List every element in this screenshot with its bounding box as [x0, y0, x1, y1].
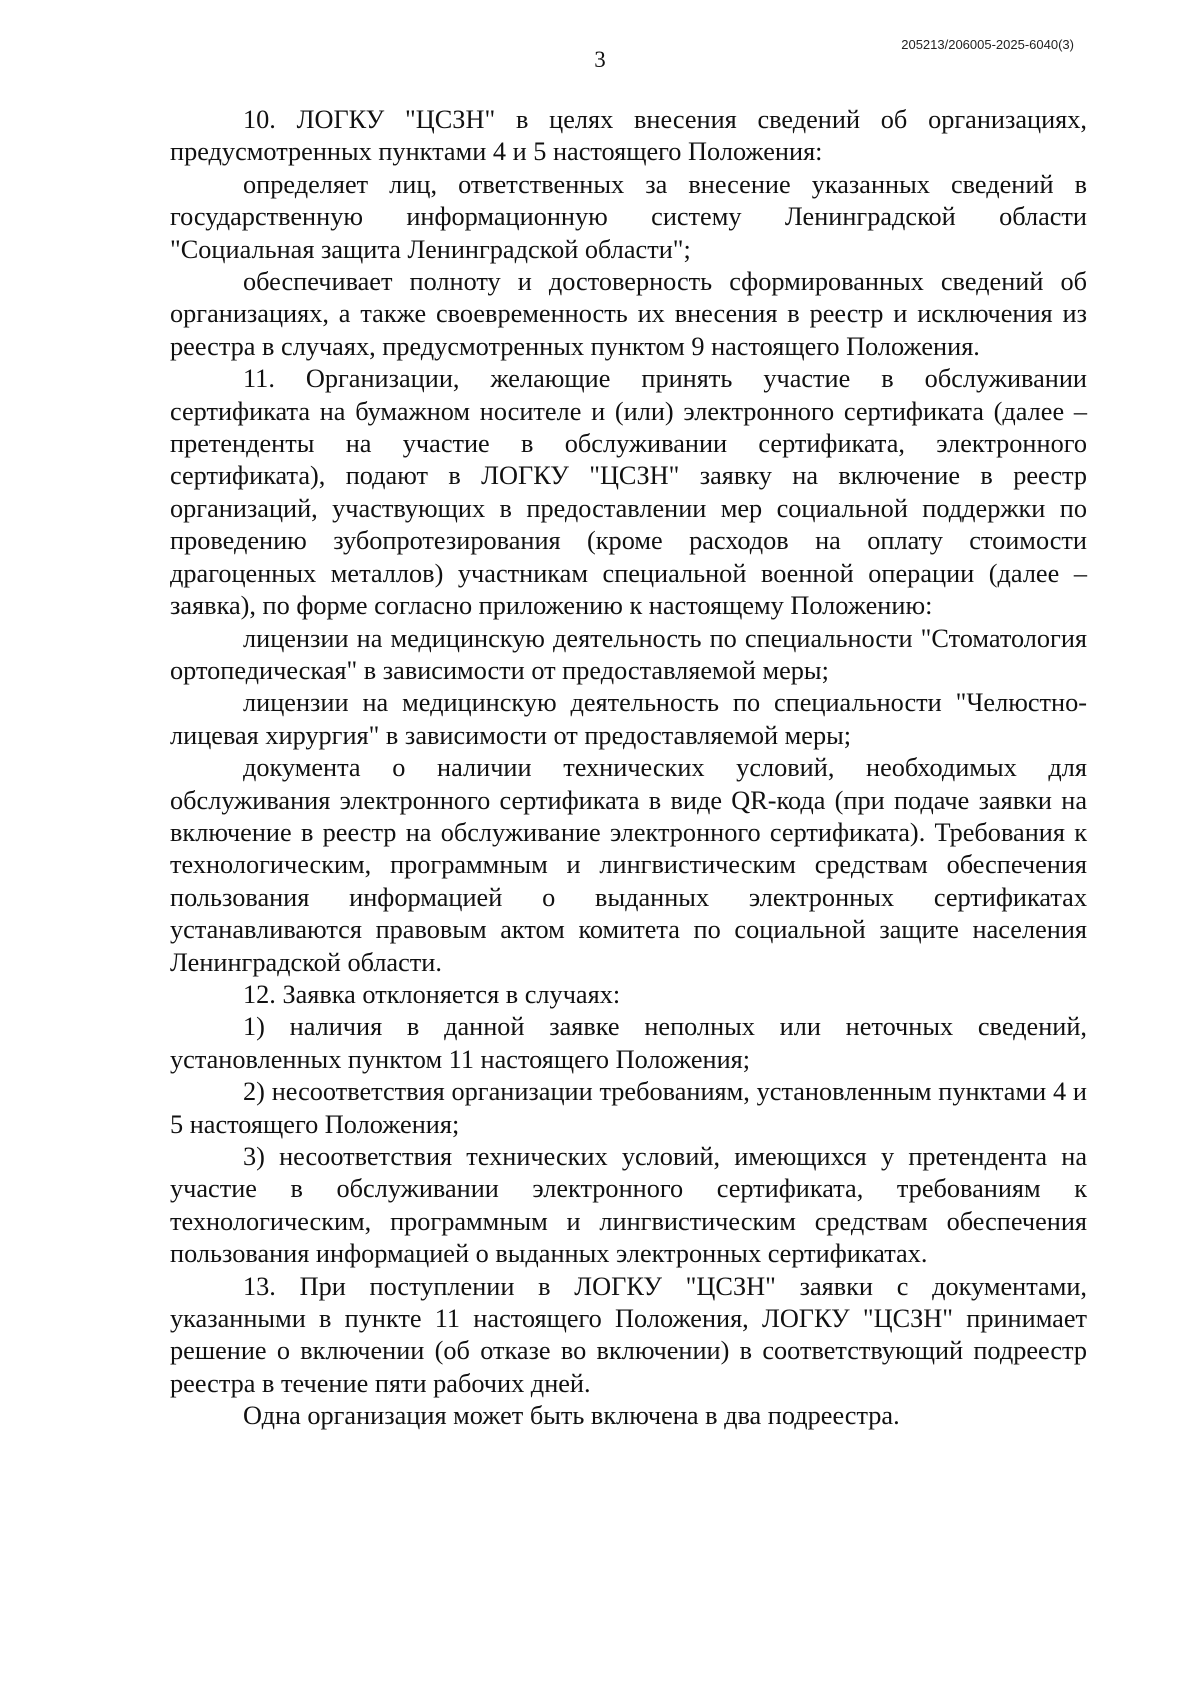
- paragraph-12: 12. Заявка отклоняется в случаях:: [243, 979, 621, 1009]
- paragraph-13: 13. При поступлении в ЛОГКУ "ЦСЗН" заявки с документами, указанными в пункте 11 настоящего Положения, ЛОГКУ "ЦСЗН" принимает решение о включении (об отказе во включении) в соответствующий подреестр реестра в течение пяти рабочих дней.: [170, 1271, 1087, 1398]
- paragraph-12-item-1: 1) наличия в данной заявке неполных или неточных сведений, установленных пунктом 11 настоящего Положения;: [170, 1012, 1087, 1074]
- document-body: [170, 104, 1087, 1433]
- paragraph-12-item-3: 3) несоответствия технических условий, имеющихся у претендента на участие в обслуживании электронного сертификата, требованиям к технологическим, программным и лингвистическим средствам обеспечения пользования информацией о выданных электронных сертификатах.: [170, 1142, 1087, 1269]
- paragraph-11-item-3: документа о наличии технических условий, необходимых для обслуживания электронного сертификата в виде QR-кода (при подаче заявки на включение в реестр на обслуживание электронного сертификата). Требования к технологическим, программным и лингвистическим средствам обеспечения пользования информацией о выданных электронных сертификатах устанавливаются правовым актом комитета по социальной защите населения Ленинградской области.: [170, 753, 1087, 977]
- paragraph-11: 11. Организации, желающие принять участие в обслуживании сертификата на бумажном носителе и (или) электронного сертификата (далее – претенденты на участие в обслуживании сертификата, электронного сертификата), подают в ЛОГКУ "ЦСЗН" заявку на включение в реестр организаций, участвующих в предоставлении мер социальной поддержки по проведению зубопротезирования (кроме расходов на оплату стоимости драгоценных металлов) участникам специальной военной операции (далее – заявка), по форме согласно приложению к настоящему Положению:: [170, 364, 1087, 621]
- paragraph-13-note: Одна организация может быть включена в два подреестра.: [243, 1401, 900, 1431]
- paragraph-10-item-2: обеспечивает полноту и достоверность сформированных сведений об организациях, а также своевременность их внесения в реестр и исключения из реестра в случаях, предусмотренных пунктом 9 настоящего Положения.: [170, 267, 1087, 361]
- paragraph-10: 10. ЛОГКУ "ЦСЗН" в целях внесения сведений об организациях, предусмотренных пунктами 4 и 5 настоящего Положения:: [170, 105, 1087, 167]
- paragraph-12-item-2: 2) несоответствия организации требованиям, установленным пунктами 4 и 5 настоящего Положения;: [170, 1077, 1087, 1139]
- page-number: 3: [594, 47, 606, 72]
- document-id: 205213/206005-2025-6040(3): [901, 37, 1074, 52]
- paragraph-10-item-1: определяет лиц, ответственных за внесение указанных сведений в государственную информационную систему Ленинградской области "Социальная защита Ленинградской области";: [170, 169, 1087, 264]
- paragraph-11-item-1: лицензии на медицинскую деятельность по специальности "Стоматология ортопедическая" в зависимости от предоставляемой меры;: [170, 623, 1087, 685]
- paragraph-11-item-2: лицензии на медицинскую деятельность по специальности "Челюстно-лицевая хирургия" в зависимости от предоставляемой меры;: [170, 688, 1087, 750]
